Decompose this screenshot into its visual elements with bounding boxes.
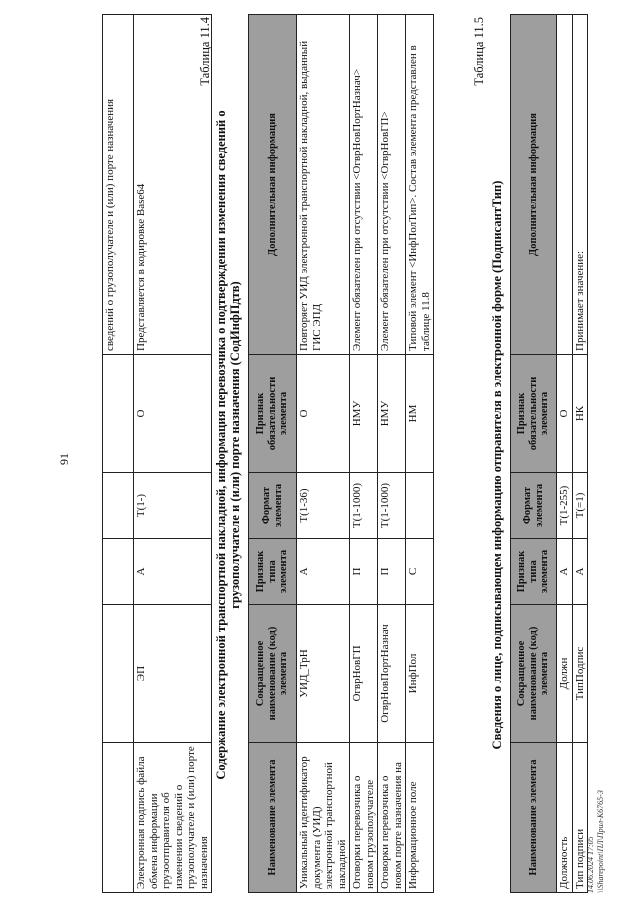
table-row <box>103 15 134 893</box>
table-row <box>557 15 573 893</box>
cell-req: НМУ <box>378 355 406 473</box>
table-11-4 <box>248 14 434 893</box>
cell-info <box>557 15 573 355</box>
table-row <box>350 15 378 893</box>
cell-req: О <box>557 355 573 473</box>
cell-type <box>103 539 134 605</box>
cell-type: А <box>572 539 588 605</box>
cell-type: С <box>406 539 434 605</box>
table-row <box>378 15 406 893</box>
cell-req <box>103 355 134 473</box>
cell-short: ЭП <box>134 605 212 743</box>
table-row <box>406 15 434 893</box>
footer-path: \\Sharepoint\ПЛ\Прил-K6765-3 <box>595 790 605 893</box>
table-header-row <box>511 15 557 893</box>
cell-req: НМУ <box>350 355 378 473</box>
table-11-5 <box>510 14 588 893</box>
cell-info: Повторяет УИД электронной транспортной накладной, выданный ГИС ЭПД <box>297 15 350 355</box>
table-row <box>297 15 350 893</box>
header-short: Сокращенное наименование (код) элемента <box>511 605 557 743</box>
cell-name <box>103 743 134 893</box>
cell-short: ТипПодпис <box>572 605 588 743</box>
cell-format: Т(1-1000) <box>378 473 406 539</box>
cell-format: Т(1-255) <box>557 473 573 539</box>
header-name: Наименование элемента <box>249 743 297 893</box>
cell-info: Элемент обязателен при отсутствии <ОгврНовГП> <box>378 15 406 355</box>
cell-info: Принимает значение: <box>572 15 588 355</box>
cell-short: УИД_ТрН <box>297 605 350 743</box>
table-11-5-title: Сведения о лице, подписывающем информацию отправителя в электронной форме (ПодписантТип) <box>490 180 504 750</box>
cell-req: НМ <box>406 355 434 473</box>
header-format: Формат элемента <box>249 473 297 539</box>
continuation-table <box>102 14 212 893</box>
cell-name: Должность <box>557 743 573 893</box>
cell-name: Тип подписи <box>572 743 588 893</box>
cell-name: Уникальный идентификатор документа (УИД) электронной транспортной накладной <box>297 743 350 893</box>
cell-req: НК <box>572 355 588 473</box>
header-format: Формат элемента <box>511 473 557 539</box>
table-header-row <box>249 15 297 893</box>
cell-short <box>103 605 134 743</box>
header-req: Признак обязательности элемента <box>249 355 297 473</box>
cell-type: А <box>557 539 573 605</box>
table-11-4-title: Содержание электронной транспортной накладной, информация перевозчика о подтверждении изменения сведений о грузополучателе и (или) порте назначения (СодИнфПдтв) <box>214 110 242 780</box>
cell-format <box>103 473 134 539</box>
footer-stamp <box>586 790 605 893</box>
header-type: Признак типа элемента <box>511 539 557 605</box>
cell-name: Электронная подпись файла обмена информации грузоотправителя об изменении сведений о грузополучателе и (или) порте назначения <box>134 743 212 893</box>
table-row <box>572 15 588 893</box>
table-11-5-label: Таблица 11.5 <box>472 17 486 86</box>
cell-type: А <box>134 539 212 605</box>
header-type: Признак типа элемента <box>249 539 297 605</box>
cell-req: О <box>297 355 350 473</box>
cell-info: Элемент обязателен при отсутствии <ОгврНовПортНазнач> <box>350 15 378 355</box>
cell-format: Т(=1) <box>572 473 588 539</box>
header-info: Дополнительная информация <box>249 15 297 355</box>
header-short: Сокращенное наименование (код) элемента <box>249 605 297 743</box>
cell-short: ОгврНовПортНазнач <box>378 605 406 743</box>
page-number: 91 <box>57 453 71 465</box>
cell-short: ИнфПол <box>406 605 434 743</box>
cell-name: Оговорки перевозчика о новом порте назначения на <box>378 743 406 893</box>
cell-name: Оговорки перевозчика о новом грузополучателе <box>350 743 378 893</box>
cell-info: Типовой элемент <ИнфПолТип>. Состав элемента представлен в таблице 11.8 <box>406 15 434 355</box>
header-name: Наименование элемента <box>511 743 557 893</box>
cell-short: Должн <box>557 605 573 743</box>
cell-info: сведений о грузополучателе и (или) порте назначения <box>103 15 134 355</box>
cell-format: Т(1-) <box>134 473 212 539</box>
header-req: Признак обязательности элемента <box>511 355 557 473</box>
cell-type: А <box>297 539 350 605</box>
cell-format: Т(1-1000) <box>350 473 378 539</box>
cell-format: Т(1-36) <box>297 473 350 539</box>
cell-format <box>406 473 434 539</box>
cell-req: О <box>134 355 212 473</box>
cell-type: П <box>350 539 378 605</box>
cell-short: ОгврНовГП <box>350 605 378 743</box>
header-info: Дополнительная информация <box>511 15 557 355</box>
cell-name: Информационное поле <box>406 743 434 893</box>
table-11-4-label: Таблица 11.4 <box>198 17 212 86</box>
cell-info: Представляется в кодировке Base64 <box>134 15 212 355</box>
footer-date: 14.06.2024 17:05 <box>586 836 595 893</box>
cell-type: П <box>378 539 406 605</box>
